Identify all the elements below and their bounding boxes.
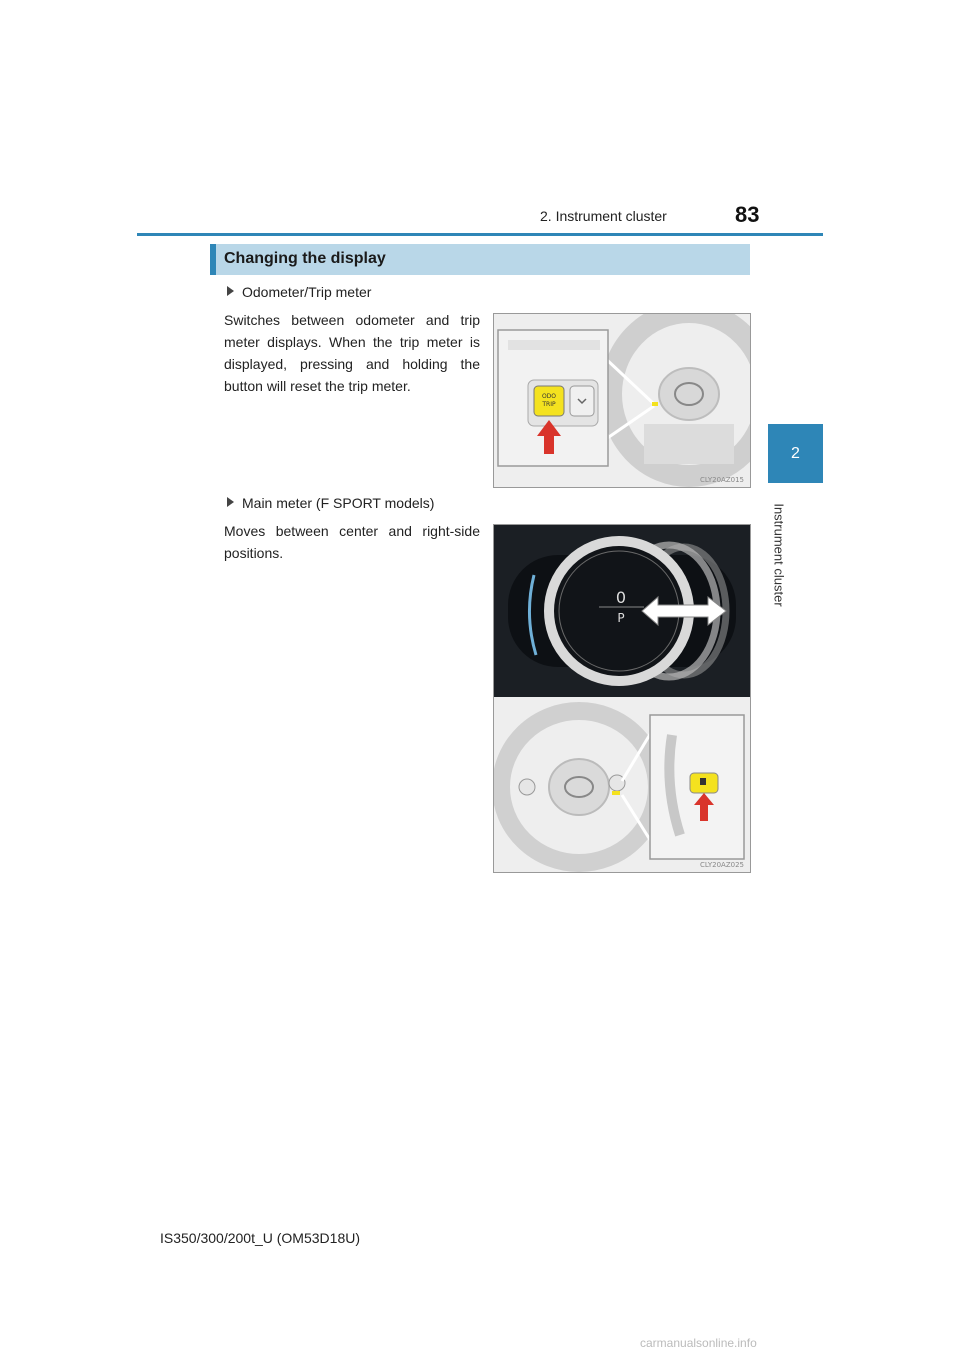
watermark: carmanualsonline.info [640,1336,757,1350]
bullet-triangle-icon [227,497,234,507]
chapter-title: 2. Instrument cluster [540,208,667,224]
chapter-tab-number: 2 [791,444,800,462]
gear-indicator: P [617,611,625,625]
trip-label: TRIP [542,401,556,408]
section-header [210,244,750,275]
bullet-triangle-icon [227,286,234,296]
figure-code: CLY20AZ025 [700,861,744,869]
item-heading-text: Odometer/Trip meter [242,284,372,300]
item-text-odometer: Switches between odometer and trip meter displays. When the trip meter is displayed, pressing and holding the button will reset the trip meter. [224,312,480,394]
chapter-tab-label-text: Instrument cluster [771,503,787,607]
page-number: 83 [735,202,760,227]
chapter-tab-label [762,490,796,620]
odo-trip-illustration [494,314,750,487]
main-meter-illustration [494,525,750,872]
meter-readout: 0 [615,588,627,607]
figure-main-meter [493,524,751,873]
item-heading-odometer [227,284,371,300]
item-heading-main-meter [227,495,434,511]
odo-label: ODO [541,393,557,400]
item-heading-text: Main meter (F SPORT models) [242,495,435,511]
figure-code: CLY20AZ015 [700,476,744,484]
figure-odo-trip [493,313,751,488]
section-title: Changing the display [224,250,386,267]
item-text-main-meter: Moves between center and right-side positions. [224,523,480,561]
header-rule [137,233,823,236]
chapter-tab [768,424,823,483]
footer-model: IS350/300/200t_U (OM53D18U) [160,1230,360,1246]
